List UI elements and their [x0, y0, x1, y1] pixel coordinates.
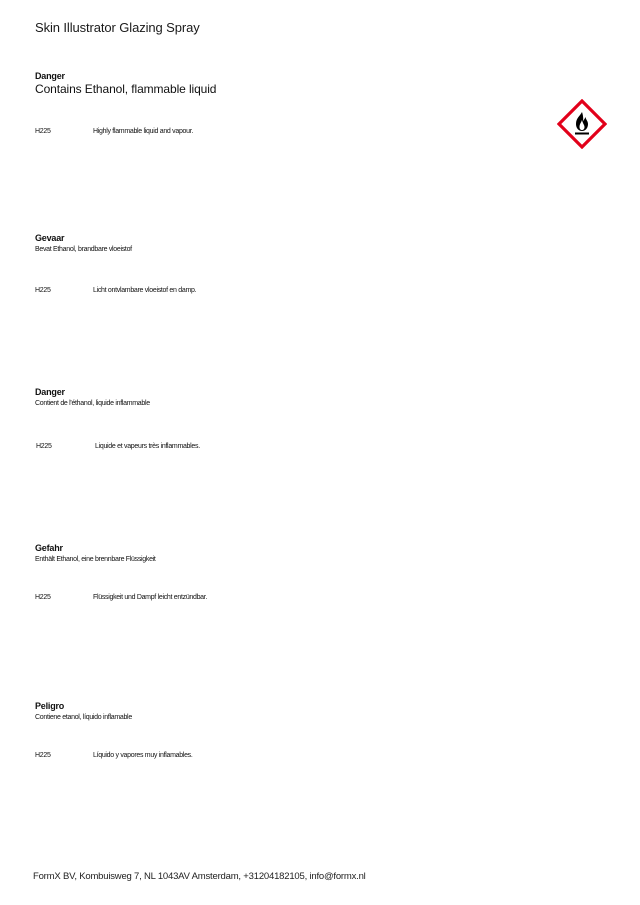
flame-hazard-icon	[557, 99, 607, 149]
hazard-section-es	[35, 701, 555, 781]
hazard-text: Highly flammable liquid and vapour.	[93, 128, 194, 135]
hazard-text: Líquido y vapores muy inflamables.	[93, 752, 193, 759]
signal-word: Danger	[35, 71, 65, 81]
hazard-text: Flüssigkeit und Dampf leicht entzündbar.	[93, 594, 208, 601]
hazard-section-de	[35, 543, 555, 623]
hazard-code: H225	[35, 128, 51, 135]
hazard-description: Enthält Ethanol, eine brennbare Flüssigkeit	[35, 556, 156, 563]
document-title: Skin Illustrator Glazing Spray	[35, 20, 200, 35]
hazard-description: Contiene etanol, líquido inflamable	[35, 714, 132, 721]
hazard-text: Liquide et vapeurs très inflammables.	[95, 443, 200, 450]
hazard-description: Contains Ethanol, flammable liquid	[35, 82, 217, 96]
signal-word: Danger	[35, 387, 65, 397]
hazard-description: Contient de l'éthanol, liquide inflammable	[35, 400, 150, 407]
signal-word: Gefahr	[35, 543, 63, 553]
hazard-code: H225	[35, 594, 51, 601]
hazard-description: Bevat Ethanol, brandbare vloeistof	[35, 246, 132, 253]
hazard-code: H225	[35, 752, 51, 759]
hazard-code: H225	[36, 443, 52, 450]
footer-contact: FormX BV, Kombuisweg 7, NL 1043AV Amsterdam, +31204182105, info@formx.nl	[33, 871, 366, 882]
hazard-section-fr	[35, 387, 555, 467]
hazard-section-nl	[35, 233, 555, 313]
hazard-code: H225	[35, 287, 51, 294]
signal-word: Gevaar	[35, 233, 65, 243]
hazard-text: Licht ontvlambare vloeistof en damp.	[93, 287, 197, 294]
signal-word: Peligro	[35, 701, 65, 711]
hazard-section-en	[35, 71, 555, 151]
